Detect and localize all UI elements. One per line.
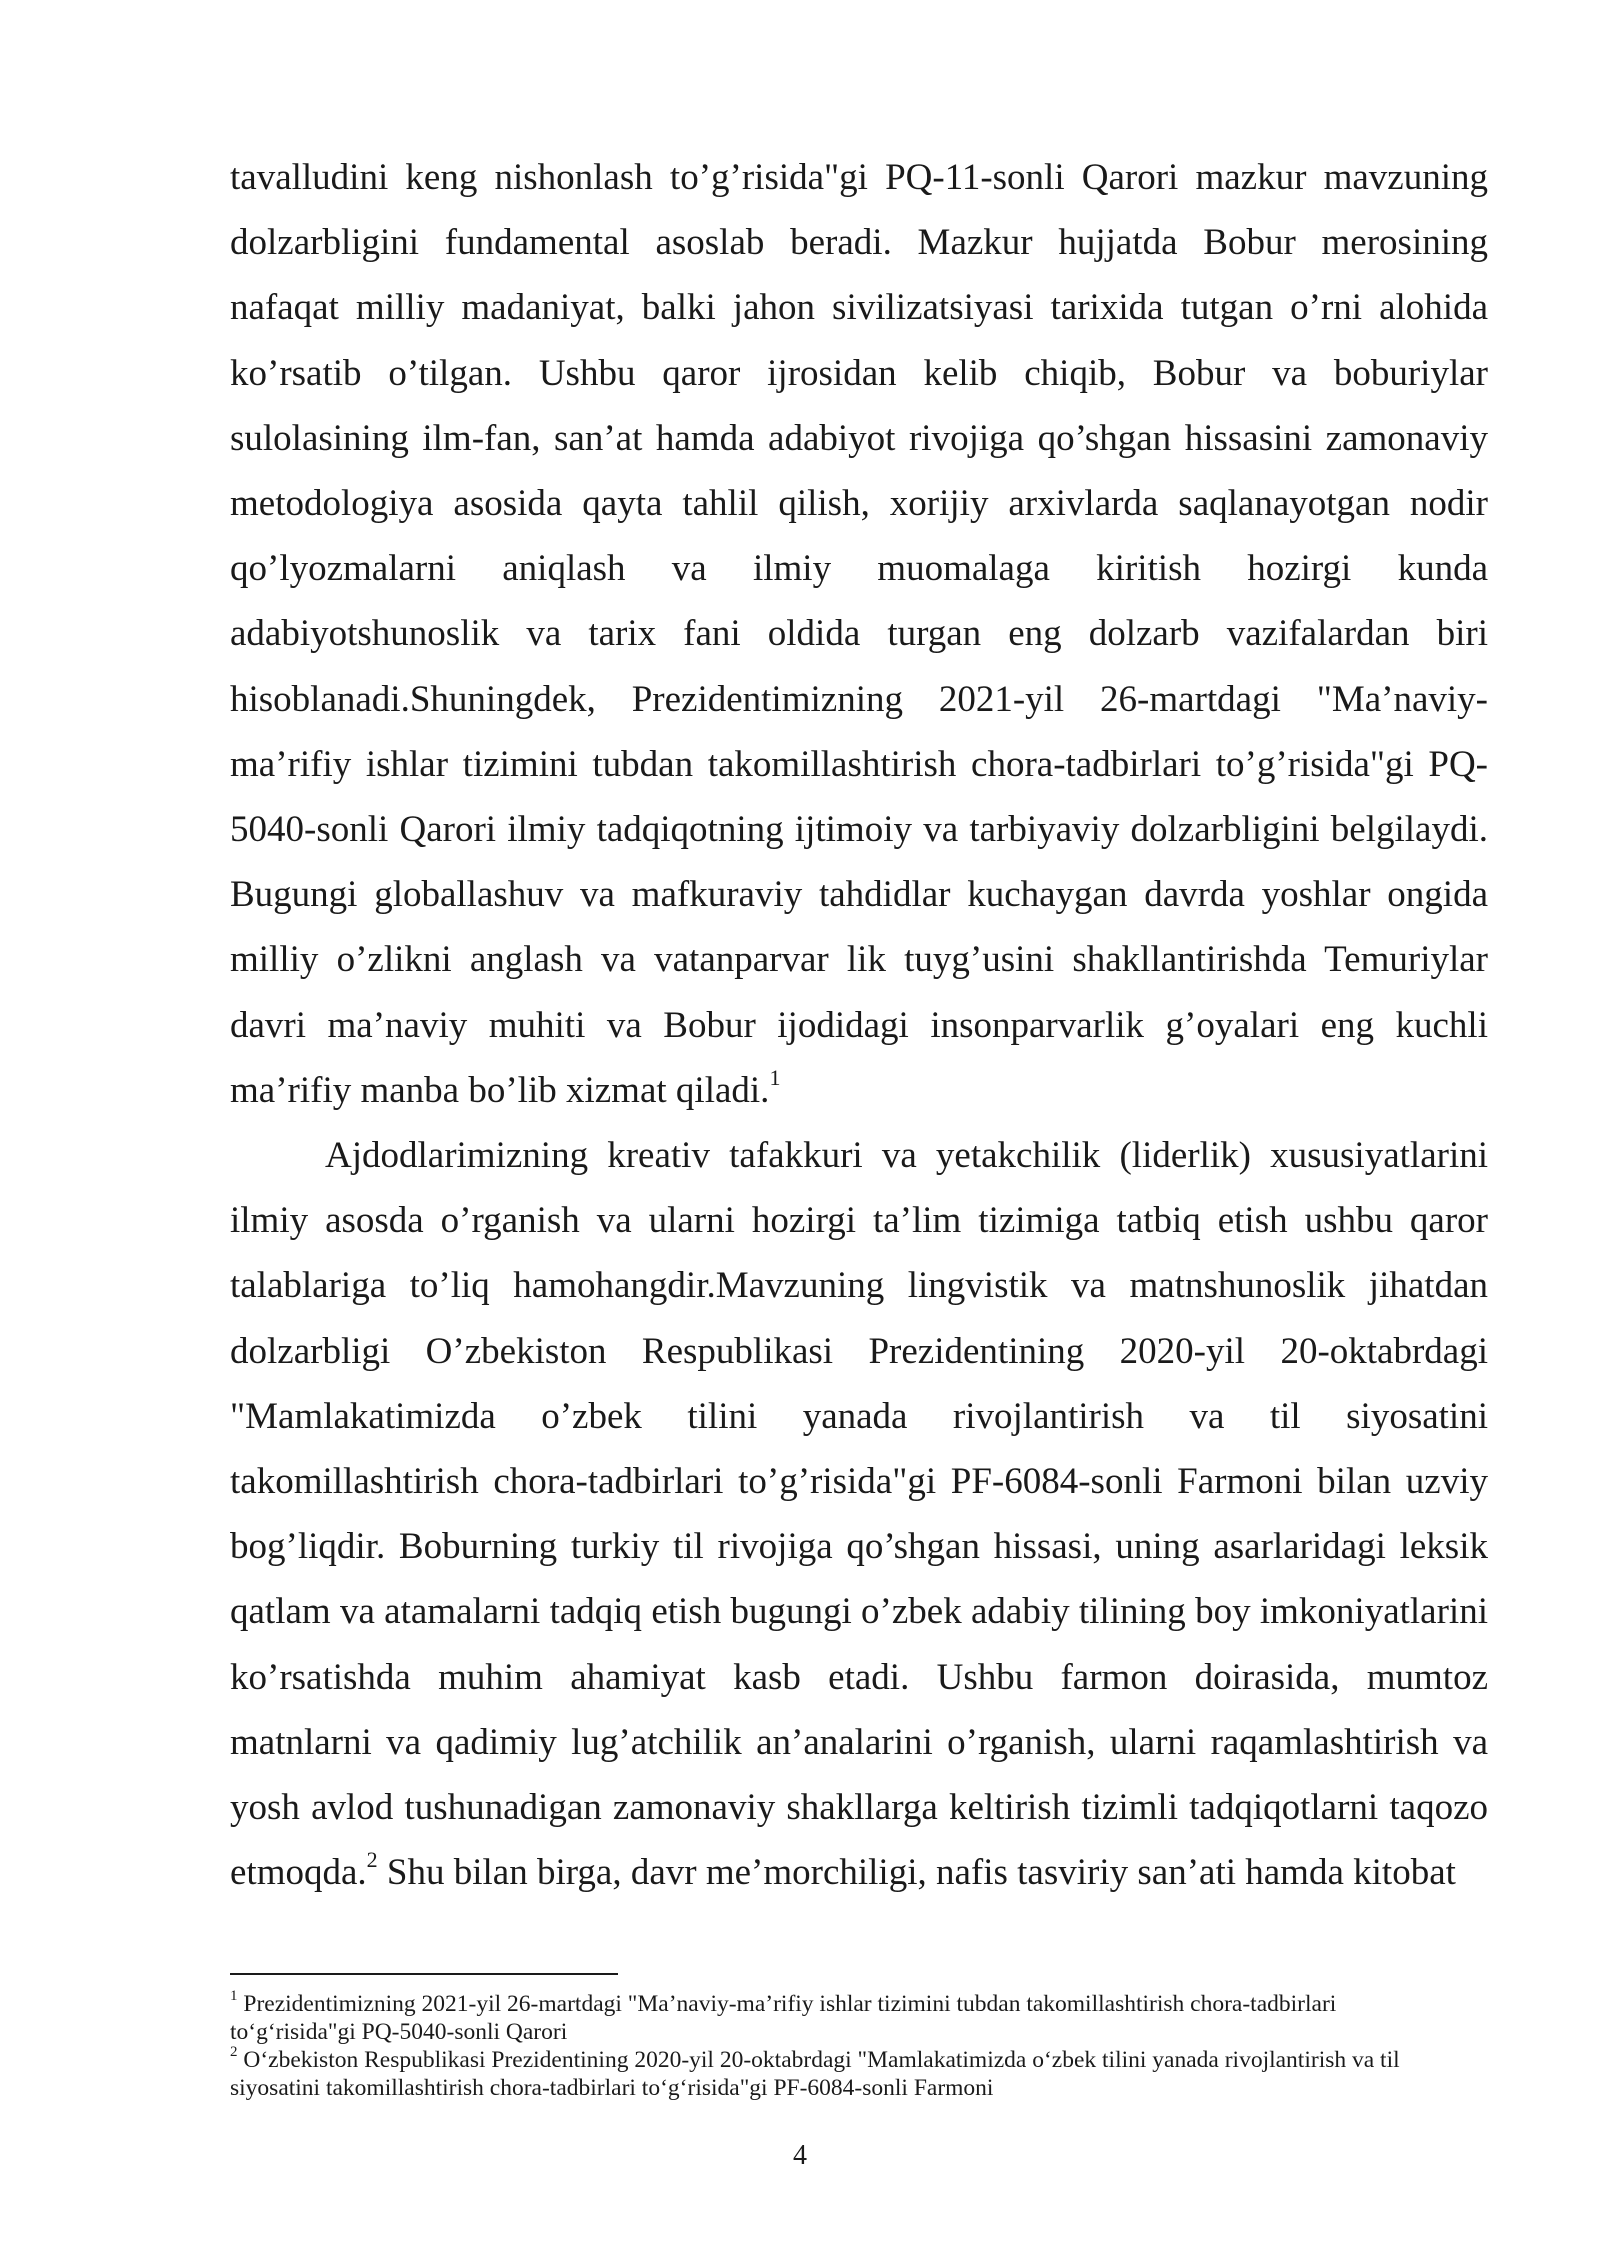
footnote-2 xyxy=(230,2046,1445,2102)
footnote-separator xyxy=(230,1973,618,1975)
body-paragraph-2 xyxy=(230,1123,1488,1905)
footnote-1-number: 1 xyxy=(230,1988,238,2005)
footnote-ref-1: 1 xyxy=(769,1064,781,1090)
paragraph-1-text: tavalludini keng nishonlash to’g’risida"gi PQ-11-sonli Qarori mazkur mavzuning dolzarbligini fundamental asoslab beradi. Mazkur hujjatda Bobur merosining nafaqat milliy madaniyat, balki jahon sivilizatsiyasi tarixida tutgan o’rni alohida ko’rsatib o’tilgan. Ushbu qaror ijrosidan kelib chiqib, Bobur va boburiylar sulolasining ilm-fan, san’at hamda adabiyot rivojiga qo’shgan hissasini zamonaviy metodologiya asosida qayta tahlil qilish, xorijiy arxivlarda saqlanayotgan nodir qo’lyozmalarni aniqlash va ilmiy muomalaga kiritish hozirgi kunda adabiyotshunoslik va tarix fani oldida turgan eng dolzarb vazifalardan biri hisoblanadi.Shuningdek, Prezidentimizning 2021-yil 26-martdagi "Ma’naviy-ma’rifiy ishlar tizimini tubdan takomillashtirish chora-tadbirlari to’g’risida"gi PQ-5040-sonli Qarori ilmiy tadqiqotning ijtimoiy va tarbiyaviy dolzarbligini belgilaydi. Bugungi globallashuv va mafkuraviy tahdidlar kuchaygan davrda yoshlar ongida milliy o’zlikni anglash va vatanparvar lik tuyg’usini shakllantirishda Temuriylar davri ma’naviy muhiti va Bobur ijodidagi insonparvarlik g’oyalari eng kuchli ma’rifiy manba bo’lib xizmat qiladi. xyxy=(230,157,1488,1111)
page-number: 4 xyxy=(793,2140,807,2171)
body-paragraph-1 xyxy=(230,145,1488,1123)
footnote-ref-2: 2 xyxy=(366,1846,378,1872)
footnote-1 xyxy=(230,1990,1445,2046)
paragraph-2-text: Ajdodlarimizning kreativ tafakkuri va yetakchilik (liderlik) xususiyatlarini ilmiy asosda o’rganish va ularni hozirgi ta’lim tizimiga tatbiq etish ushbu qaror talablariga to’liq hamohangdir.Mavzuning lingvistik va matnshunoslik jihatdan dolzarbligi O’zbekiston Respublikasi Prezidentining 2020-yil 20-oktabrdagi "Mamlakatimizda o’zbek tilini yanada rivojlantirish va til siyosatini takomillashtirish chora-tadbirlari to’g’risida"gi PF-6084-sonli Farmoni bilan uzviy bog’liqdir. Boburning turkiy til rivojiga qo’shgan hissasi, uning asarlaridagi leksik qatlam va atamalarni tadqiq etish bugungi o’zbek adabiy tilining boy imkoniyatlarini ko’rsatishda muhim ahamiyat kasb etadi. Ushbu farmon doirasida, mumtoz matnlarni va qadimiy lug’atchilik an’analarini o’rganish, ularni raqamlashtirish va yosh avlod tushunadigan zamonaviy shakllarga keltirish tizimli tadqiqotlarni taqozo etmoqda. xyxy=(230,1135,1488,1894)
footnote-2-text: O‘zbekiston Respublikasi Prezidentining 2020-yil 20-oktabrdagi "Mamlakatimizda o‘zbek tilini yanada rivojlantirish va til siyosatini takomillashtirish chora-tadbirlari to‘g‘risida"gi PF-6084-sonli Farmoni xyxy=(230,2047,1400,2101)
footnote-1-text: Prezidentimizning 2021-yil 26-martdagi "Ma’naviy-ma’rifiy ishlar tizimini tubdan takomillashtirish chora-tadbirlari to‘g‘risida"gi PQ-5040-sonli Qarori xyxy=(230,1991,1337,2045)
footnotes-section xyxy=(230,1990,1445,2102)
paragraph-2-continuation: Shu bilan birga, davr me’morchiligi, nafis tasviriy san’ati hamda kitobat xyxy=(377,1852,1456,1894)
footnote-2-number: 2 xyxy=(230,2044,238,2061)
document-page xyxy=(230,145,1488,1905)
